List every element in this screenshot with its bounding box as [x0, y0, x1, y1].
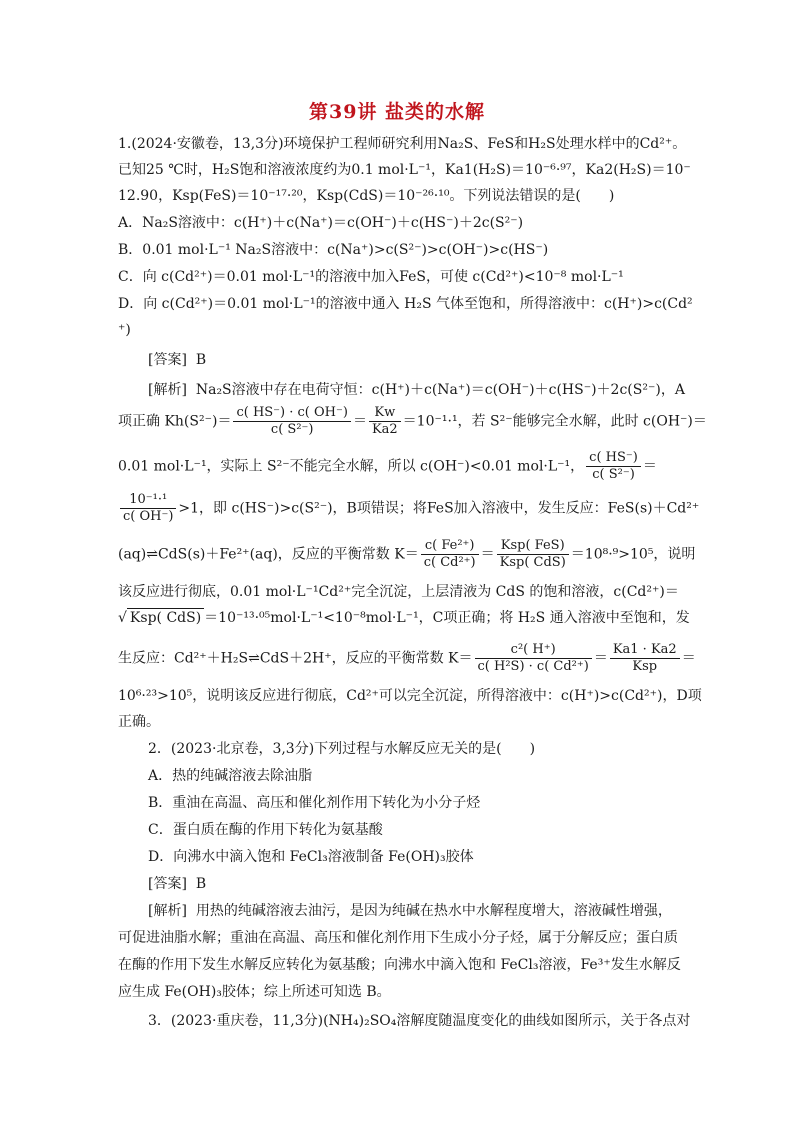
q2-option-a: A．热的纯碱溶液去除油脂 — [148, 768, 313, 784]
q1-stem-line-2: 已知25 ℃时，H₂S饱和溶液浓度约为0.1 mol·L⁻¹，Ka1(H₂S)＝10⁻⁶·⁹⁷，Ka2(H₂S)＝10⁻ — [118, 162, 691, 178]
numerator: Kw — [369, 405, 401, 422]
q1-option-d-line-1: D．向 c(Cd²⁺)＝0.01 mol·L⁻¹的溶液中通入 H₂S 气体至饱和，所得溶液中：c(H⁺)>c(Cd² — [118, 296, 693, 312]
q2-explain-line-1 — [148, 902, 672, 920]
q1-stem-line-1: 1.(2024·安徽卷，13,3分)环境保护工程师研究利用Na₂S、FeS和H₂S处理水样中的Cd²⁺。 — [118, 136, 687, 152]
numerator: Ksp( FeS) — [497, 538, 569, 555]
explain-text: (aq)⇌CdS(s)＋Fe²⁺(aq)，反应的平衡常数 K＝ — [118, 546, 419, 563]
q1-explain-line-3 — [118, 450, 657, 483]
q1-explain-line-5 — [118, 538, 695, 571]
q2-explain-line-4: 应生成 Fe(OH)₃胶体；综上所述可知选 B。 — [118, 984, 391, 1000]
q1-answer — [148, 351, 206, 369]
q2-answer — [148, 875, 206, 893]
explain-label: [解析] — [148, 382, 187, 398]
numerator: c( Fe²⁺) — [421, 538, 479, 555]
explain-text: ＝10⁻¹³·⁰⁵mol·L⁻¹<10⁻⁸mol·L⁻¹，C项正确；将 H₂S 通入溶液中至饱和，发 — [204, 610, 690, 626]
explain-text: Na₂S溶液中存在电荷守恒：c(H⁺)＋c(Na⁺)＝c(OH⁻)＋c(HS⁻)＋2c(S²⁻)，A — [195, 382, 685, 398]
answer-label: [答案] — [148, 352, 187, 368]
denominator: c( H²S) · c( Cd²⁺) — [477, 659, 589, 674]
explain-text: 生反应：Cd²⁺＋H₂S⇌CdS＋2H⁺，反应的平衡常数 K＝ — [118, 650, 473, 667]
explain-text: 项正确 Kh(S²⁻)＝ — [118, 413, 232, 430]
q1-option-b: B．0.01 mol·L⁻¹ Na₂S溶液中：c(Na⁺)>c(S²⁻)>c(OH⁻)>c(HS⁻) — [118, 242, 549, 258]
explain-text: 用热的纯碱溶液去油污，是因为纯碱在热水中水解程度增大，溶液碱性增强， — [195, 903, 672, 919]
explain-label: [解析] — [148, 903, 187, 919]
q1-explain-line-8 — [118, 642, 696, 675]
numerator: Ka1 · Ka2 — [610, 642, 680, 659]
explain-text: 0.01 mol·L⁻¹，实际上 S²⁻不能完全水解，所以 c(OH⁻)<0.01 mol·L⁻¹， — [118, 458, 585, 475]
fraction — [233, 405, 350, 438]
equals-sign: ＝ — [352, 413, 367, 430]
q1-explain-line-10: 正确。 — [118, 714, 160, 730]
explain-text: >1，即 c(HS⁻)>c(S²⁻)，B项错误；将FeS加入溶液中，发生反应：FeS(s)＋Cd²⁺ — [178, 500, 700, 517]
answer-value: B — [195, 352, 207, 368]
denominator: Ksp — [632, 659, 658, 674]
equals-sign: ＝ — [681, 650, 696, 667]
answer-value: B — [195, 876, 207, 892]
q1-option-c: C．向 c(Cd²⁺)＝0.01 mol·L⁻¹的溶液中加入FeS，可使 c(Cd²⁺)<10⁻⁸ mol·L⁻¹ — [118, 269, 624, 285]
explain-text: ＝10⁻¹·¹，若 S²⁻能够完全水解，此时 c(OH⁻)＝ — [402, 413, 707, 430]
q2-explain-line-3: 在酶的作用下发生水解反应转化为氨基酸；向沸水中滴入饱和 FeCl₃溶液，Fe³⁺发生水解反 — [118, 957, 681, 973]
fraction — [120, 492, 176, 525]
fraction — [369, 405, 401, 438]
equals-sign: ＝ — [642, 458, 657, 475]
q1-option-a: A．Na₂S溶液中：c(H⁺)＋c(Na⁺)＝c(OH⁻)＋c(HS⁻)＋2c(S²⁻) — [118, 215, 524, 231]
page-title: 第39讲 盐类的水解 — [308, 101, 486, 123]
fraction — [586, 450, 641, 483]
numerator: c( HS⁻) — [586, 450, 641, 467]
sqrt-icon: √ — [118, 610, 127, 626]
q1-explain-line-1 — [148, 381, 685, 399]
q3-stem: 3．(2023·重庆卷，11,3分)(NH₄)₂SO₄溶解度随温度变化的曲线如图所示，关于各点对 — [148, 1013, 691, 1029]
equals-sign: ＝ — [480, 546, 495, 563]
q1-explain-line-4 — [118, 492, 699, 525]
denominator: c( S²⁻) — [270, 422, 314, 437]
explain-text: ＝10⁸·⁹>10⁵，说明 — [570, 546, 696, 563]
q1-explain-line-7 — [118, 608, 690, 627]
denominator: c( Cd²⁺) — [423, 555, 476, 570]
fraction — [497, 538, 569, 571]
answer-label: [答案] — [148, 876, 187, 892]
q1-stem-line-3: 12.90，Ksp(FeS)＝10⁻¹⁷·²⁰，Ksp(CdS)＝10⁻²⁶·¹⁰。下列说法错误的是( ) — [118, 188, 615, 204]
q1-option-d-line-2: ⁺) — [118, 322, 131, 338]
q1-explain-line-9: 10⁶·²³>10⁵，说明该反应进行彻底，Cd²⁺可以完全沉淀，所得溶液中：c(H⁺)>c(Cd²⁺)，D项 — [118, 688, 702, 704]
denominator: Ka2 — [371, 422, 398, 437]
q2-explain-line-2: 可促进油脂水解；重油在高温、高压和催化剂作用下生成小分子烃，属于分解反应；蛋白质 — [118, 930, 678, 946]
q2-stem: 2．(2023·北京卷，3,3分)下列过程与水解反应无关的是( ) — [148, 741, 536, 757]
sqrt-content: Ksp( CdS) — [127, 608, 204, 627]
denominator: Ksp( CdS) — [499, 555, 566, 570]
fraction — [610, 642, 680, 675]
denominator: c( S²⁻) — [592, 467, 635, 482]
q2-option-c: C．蛋白质在酶的作用下转化为氨基酸 — [148, 822, 383, 838]
q1-explain-line-2 — [118, 405, 707, 438]
numerator: 10⁻¹·¹ — [120, 492, 176, 509]
equals-sign: ＝ — [593, 650, 608, 667]
q2-option-d: D．向沸水中滴入饱和 FeCl₃溶液制备 Fe(OH)₃胶体 — [148, 849, 474, 865]
fraction — [475, 642, 592, 675]
numerator: c²( H⁺) — [475, 642, 592, 659]
q1-explain-line-6: 该反应进行彻底，0.01 mol·L⁻¹Cd²⁺完全沉淀，上层清液为 CdS 的饱和溶液，c(Cd²⁺)＝ — [118, 584, 679, 600]
numerator: c( HS⁻) · c( OH⁻) — [233, 405, 350, 422]
fraction — [421, 538, 479, 571]
denominator: c( OH⁻) — [123, 509, 174, 524]
q2-option-b: B．重油在高温、高压和催化剂作用下转化为小分子烃 — [148, 795, 481, 811]
